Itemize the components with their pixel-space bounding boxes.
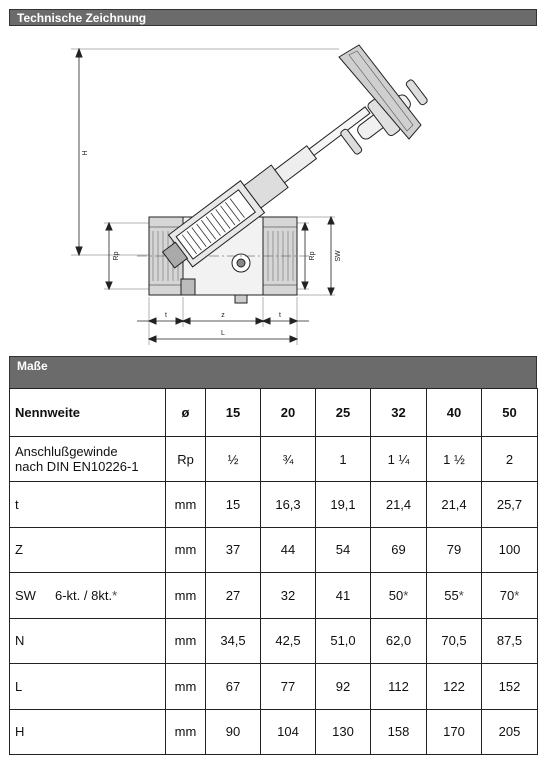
row-label: H [10,709,166,755]
cell-number: 70 [499,587,515,603]
table-row [10,527,538,573]
cell-value [206,573,261,619]
cell-value: 100 [482,527,538,573]
cell-value: ¾ [261,437,316,482]
cell-value: 21,4 [371,482,427,528]
header-size: 25 [316,389,371,437]
footnote-star: * [403,587,409,603]
cell-value [316,573,371,619]
cell-value: 42,5 [261,618,316,664]
cell-number: 32 [280,587,296,603]
header-unit: ø [166,389,206,437]
cell-value: 1 ¼ [371,437,427,482]
cell-value: 87,5 [482,618,538,664]
drawing-section-title: Technische Zeichnung [9,9,537,26]
row-label-line: nach DIN EN10226-1 [15,459,139,474]
cell-value: 62,0 [371,618,427,664]
cell-number: 55 [444,587,459,603]
cell-value: ½ [206,437,261,482]
cell-value: 21,4 [427,482,482,528]
cell-value: 92 [316,664,371,710]
cell-value: 69 [371,527,427,573]
cell-value: 79 [427,527,482,573]
cell-value: 44 [261,527,316,573]
dim-label-sw: SW [335,250,342,262]
table-row [10,437,538,482]
cell-value: 104 [261,709,316,755]
cell-value: 1 [316,437,371,482]
cell-value: 34,5 [206,618,261,664]
row-label-text: SW [15,587,36,603]
cell-value: 122 [427,664,482,710]
row-label: Z [10,527,166,573]
row-unit: mm [166,664,206,710]
cell-value: 67 [206,664,261,710]
table-header-row [10,389,538,437]
footnote-star: * [458,587,464,603]
header-size: 20 [261,389,316,437]
row-unit: mm [166,527,206,573]
table-row [10,709,538,755]
row-label: N [10,618,166,664]
technical-drawing [9,27,537,347]
dim-label-rp-left: Rp [113,251,120,261]
row-unit: mm [166,618,206,664]
cell-value [371,573,427,619]
cell-number: 41 [335,587,351,603]
cell-value: 25,7 [482,482,538,528]
cell-value: 15 [206,482,261,528]
header-size: 15 [206,389,261,437]
cell-value: 2 [482,437,538,482]
cell-value: 37 [206,527,261,573]
cell-value: 77 [261,664,316,710]
table-section-title: Maße [9,356,537,389]
cell-value: 112 [371,664,427,710]
cell-value: 158 [371,709,427,755]
cell-value: 19,1 [316,482,371,528]
row-label: L [10,664,166,710]
cell-value: 152 [482,664,538,710]
header-size: 50 [482,389,538,437]
row-label [10,437,166,482]
cell-value [261,573,316,619]
row-unit: mm [166,482,206,528]
row-label-suffix: 6-kt. / 8kt. [55,587,113,603]
cell-value: 51,0 [316,618,371,664]
dim-label-t-right: t [279,312,281,319]
dim-label-t-left: t [165,312,167,319]
footnote-star: * [514,587,520,603]
cell-number: 50 [388,587,404,603]
dimensions-table [9,388,538,755]
cell-value: 70,5 [427,618,482,664]
dim-label-l: L [221,330,225,337]
row-unit: mm [166,709,206,755]
table-row [10,482,538,528]
row-unit: mm [166,573,206,619]
cell-value: 1 ½ [427,437,482,482]
row-label: t [10,482,166,528]
row-label-line: Anschlußgewinde [15,444,118,459]
cell-value: 170 [427,709,482,755]
cell-value: 130 [316,709,371,755]
dim-label-rp-right: Rp [309,251,316,261]
header-size: 32 [371,389,427,437]
row-label [10,573,166,619]
table-row [10,664,538,710]
cell-value [482,573,538,619]
cell-value: 205 [482,709,538,755]
table-row [10,618,538,664]
cell-value [427,573,482,619]
cell-value: 16,3 [261,482,316,528]
cell-value: 54 [316,527,371,573]
row-unit: Rp [166,437,206,482]
cell-number: 27 [225,587,241,603]
dim-label-h: H [82,150,89,156]
dim-label-z: z [221,312,225,319]
cell-value: 90 [206,709,261,755]
footnote-star: * [112,587,118,603]
header-label: Nennweite [10,389,166,437]
table-row [10,573,538,619]
header-size: 40 [427,389,482,437]
